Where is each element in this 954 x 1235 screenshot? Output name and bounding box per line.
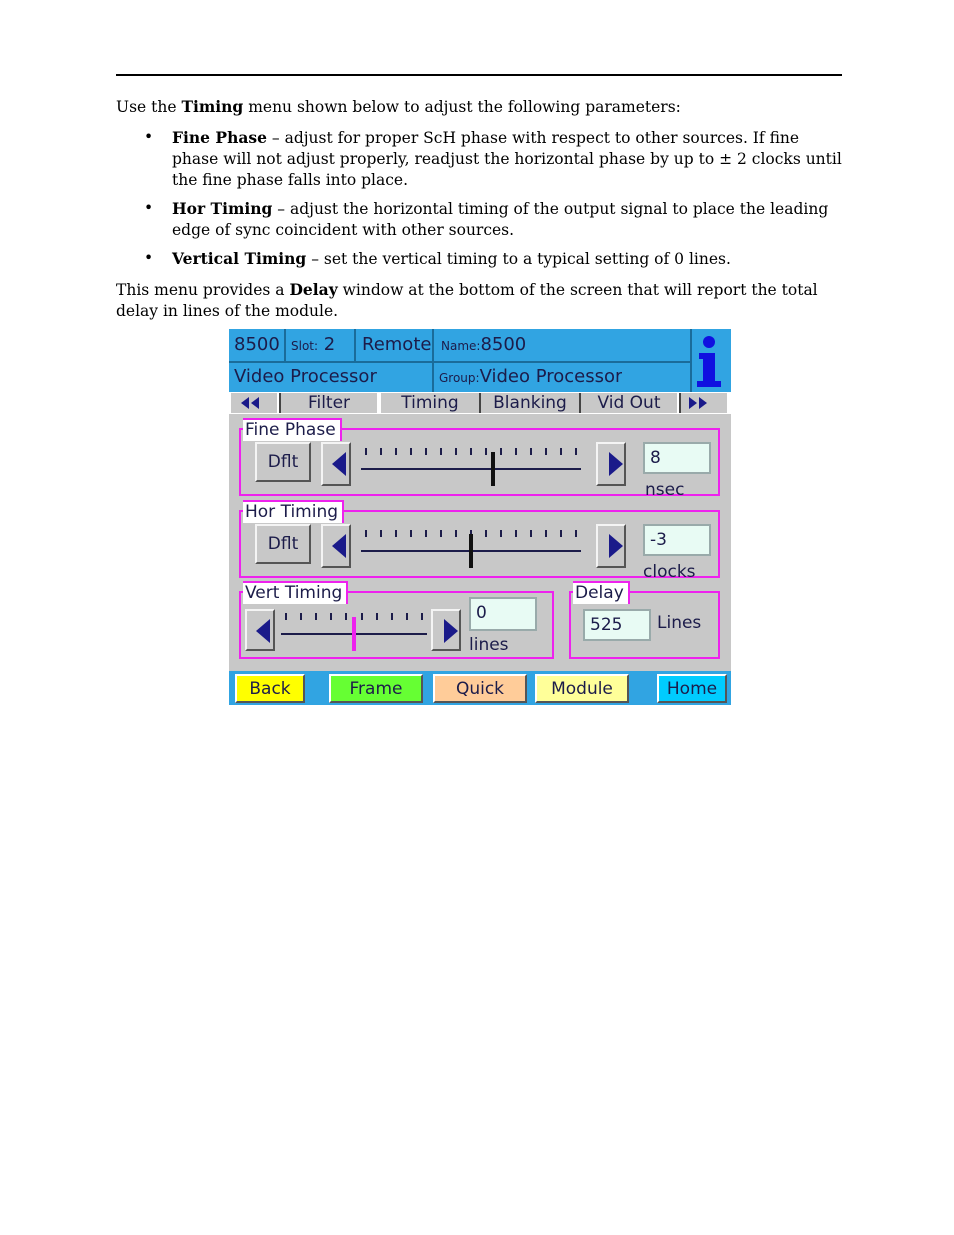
fine-phase-value: 8 <box>643 442 711 474</box>
remote-label: Remote <box>362 334 432 355</box>
slider-tick <box>530 448 532 455</box>
slider-tick <box>395 448 397 455</box>
slider-tick <box>515 530 517 537</box>
tab-bar <box>229 392 731 414</box>
slider-track <box>361 468 581 470</box>
fine-phase-slider[interactable] <box>361 442 581 486</box>
slider-tick <box>421 613 423 620</box>
hor-timing-title: Hor Timing <box>243 500 344 523</box>
tab-blanking[interactable]: Blanking <box>479 393 579 413</box>
name-readout: Name:8500 <box>441 334 527 355</box>
outro-paragraph: This menu provides a Delay window at the bottom of the screen that will report the total delay in lines of the module. <box>116 280 818 320</box>
slider-thumb[interactable] <box>491 452 495 486</box>
slider-tick <box>380 448 382 455</box>
vert-timing-increase-button[interactable] <box>431 609 461 651</box>
slider-tick <box>315 613 317 620</box>
hor-timing-default-button[interactable]: Dflt <box>255 524 311 564</box>
vert-timing-panel <box>239 583 554 659</box>
tab-scroll-right-button[interactable] <box>679 393 727 413</box>
hor-timing-slider[interactable] <box>361 524 581 568</box>
slider-tick <box>545 448 547 455</box>
fine-phase-unit: nsec <box>645 480 685 500</box>
vert-timing-value: 0 <box>469 597 537 631</box>
hor-timing-panel <box>239 502 720 582</box>
slider-tick <box>410 530 412 537</box>
hor-timing-increase-button[interactable] <box>596 524 626 568</box>
delay-unit: Lines <box>657 613 702 633</box>
parameter-list <box>116 127 842 270</box>
slider-tick <box>391 613 393 620</box>
model-label: 8500 <box>234 334 280 355</box>
slider-tick <box>485 530 487 537</box>
bottom-nav <box>229 671 731 705</box>
delay-title: Delay <box>573 581 630 604</box>
list-item: • Hor Timing – adjust the horizontal timing of the output signal to place the leading edge of sync coincident with other sources. <box>144 199 829 239</box>
header-bar <box>229 329 731 392</box>
slider-tick <box>380 530 382 537</box>
slider-tick <box>410 448 412 455</box>
list-item: • Fine Phase – adjust for proper ScH phase with respect to other sources. If fine phase will not adjust properly, readjust the horizontal phase by up to ± 2 clocks until the fine phase falls into place. <box>144 128 842 189</box>
slider-tick <box>345 613 347 620</box>
module-type-label: Video Processor <box>234 366 377 387</box>
slider-tick <box>365 530 367 537</box>
vert-timing-slider[interactable] <box>281 607 427 651</box>
slider-tick <box>425 448 427 455</box>
left-arrow-icon <box>332 452 346 476</box>
double-right-arrow-icon <box>681 393 727 413</box>
tab-vid-out[interactable]: Vid Out <box>579 393 677 413</box>
fine-phase-default-button[interactable]: Dflt <box>255 442 311 482</box>
hor-timing-decrease-button[interactable] <box>321 524 351 568</box>
intro-paragraph: Use the Timing menu shown below to adjust the following parameters: <box>116 97 681 116</box>
slider-tick <box>485 448 487 455</box>
delay-value: 525 <box>583 609 651 641</box>
slider-tick <box>300 613 302 620</box>
tab-scroll-left-button[interactable] <box>231 393 277 413</box>
slider-thumb[interactable] <box>469 534 473 568</box>
double-left-arrow-icon <box>231 393 277 413</box>
slider-tick <box>515 448 517 455</box>
info-icon[interactable] <box>691 333 727 389</box>
slot-readout: Slot: 2 <box>291 334 336 355</box>
slider-tick <box>455 530 457 537</box>
quick-button[interactable]: Quick <box>433 674 527 703</box>
tab-timing[interactable]: Timing <box>379 393 479 413</box>
left-arrow-icon <box>332 534 346 558</box>
vert-timing-unit: lines <box>469 635 509 655</box>
slider-thumb[interactable] <box>352 617 356 651</box>
slider-tick <box>330 613 332 620</box>
slider-tick <box>560 530 562 537</box>
right-arrow-icon <box>609 534 623 558</box>
vert-timing-title: Vert Timing <box>243 581 348 604</box>
slider-tick <box>376 613 378 620</box>
slider-tick <box>455 448 457 455</box>
slider-tick <box>575 530 577 537</box>
back-button[interactable]: Back <box>235 674 305 703</box>
slider-tick <box>440 530 442 537</box>
slider-tick <box>361 613 363 620</box>
fine-phase-decrease-button[interactable] <box>321 442 351 486</box>
module-button[interactable]: Module <box>535 674 629 703</box>
fine-phase-increase-button[interactable] <box>596 442 626 486</box>
hor-timing-value: -3 <box>643 524 711 556</box>
slider-tick <box>575 448 577 455</box>
home-button[interactable]: Home <box>657 674 727 703</box>
slider-tick <box>500 530 502 537</box>
slider-tick <box>285 613 287 620</box>
slider-tick <box>545 530 547 537</box>
list-item: • Vertical Timing – set the vertical timing to a typical setting of 0 lines. <box>144 249 731 268</box>
slider-tick <box>470 448 472 455</box>
right-arrow-icon <box>609 452 623 476</box>
slider-tick <box>500 448 502 455</box>
top-rule <box>116 74 842 76</box>
document-text <box>116 96 842 322</box>
frame-button[interactable]: Frame <box>329 674 423 703</box>
slider-tick <box>530 530 532 537</box>
slider-tick <box>560 448 562 455</box>
vert-timing-decrease-button[interactable] <box>245 609 275 651</box>
slider-tick <box>425 530 427 537</box>
group-readout: Group:Video Processor <box>439 366 623 387</box>
hor-timing-unit: clocks <box>643 562 696 582</box>
tab-filter[interactable]: Filter <box>279 393 377 413</box>
slider-tick <box>395 530 397 537</box>
slider-tick <box>440 448 442 455</box>
timing-menu-screen <box>229 329 731 705</box>
delay-panel <box>569 583 720 659</box>
left-arrow-icon <box>256 619 270 643</box>
slider-tick <box>365 448 367 455</box>
right-arrow-icon <box>444 619 458 643</box>
fine-phase-panel <box>239 420 720 500</box>
slider-tick <box>406 613 408 620</box>
fine-phase-title: Fine Phase <box>243 418 342 441</box>
